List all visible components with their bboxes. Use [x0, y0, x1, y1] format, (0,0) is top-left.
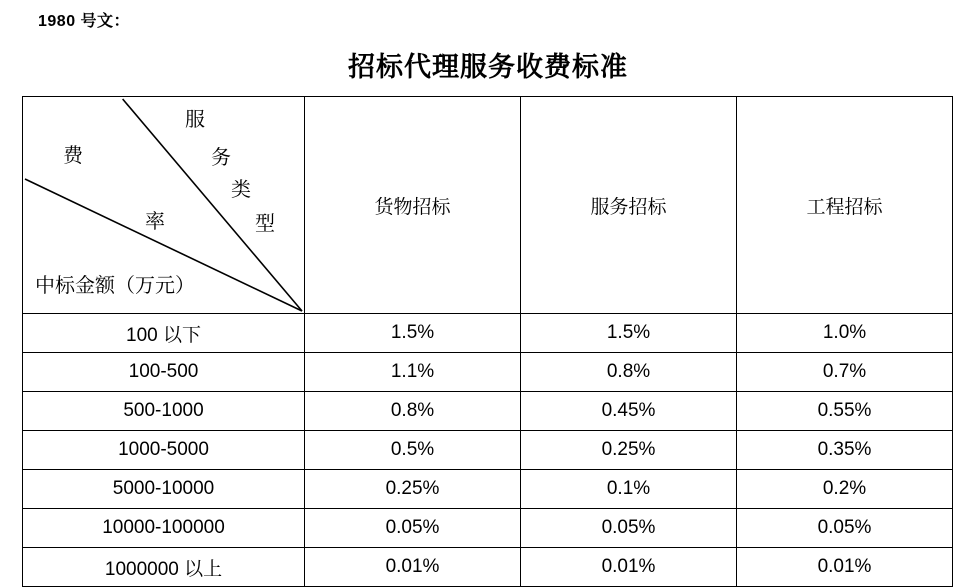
row-value-goods: 0.05%	[305, 509, 521, 548]
row-value-goods: 1.5%	[305, 314, 521, 353]
table-row	[23, 353, 953, 392]
row-value-works: 0.2%	[737, 470, 953, 509]
row-value-services: 0.05%	[521, 509, 737, 548]
row-value-services: 0.25%	[521, 431, 737, 470]
row-label: 100 以下	[23, 314, 305, 353]
table-row	[23, 314, 953, 353]
row-value-services: 0.8%	[521, 353, 737, 392]
row-value-works: 0.7%	[737, 353, 953, 392]
row-value-services: 1.5%	[521, 314, 737, 353]
table-corner-header	[23, 97, 305, 314]
corner-label-rate-char-1: 费	[63, 145, 83, 167]
page-title: 招标代理服务收费标准	[348, 52, 628, 82]
row-label: 10000-100000	[23, 509, 305, 548]
corner-label-service-char-1: 服	[185, 109, 205, 131]
row-value-works: 0.05%	[737, 509, 953, 548]
table-row	[23, 392, 953, 431]
row-value-goods: 1.1%	[305, 353, 521, 392]
row-label: 1000-5000	[23, 431, 305, 470]
column-header-services: 服务招标	[521, 97, 737, 314]
corner-label-service-char-2: 务	[211, 147, 231, 169]
corner-label-row-header: 中标金额（万元）	[35, 275, 195, 297]
fee-standard-table-wrapper	[22, 96, 952, 587]
row-value-works: 0.01%	[737, 548, 953, 587]
row-value-works: 1.0%	[737, 314, 953, 353]
row-label: 500-1000	[23, 392, 305, 431]
row-value-services: 0.45%	[521, 392, 737, 431]
document-reference: 1980 号文：	[38, 13, 131, 30]
table-row	[23, 470, 953, 509]
row-value-goods: 0.01%	[305, 548, 521, 587]
row-value-goods: 0.25%	[305, 470, 521, 509]
column-header-works: 工程招标	[737, 97, 953, 314]
row-value-services: 0.01%	[521, 548, 737, 587]
row-value-works: 0.35%	[737, 431, 953, 470]
row-label: 1000000 以上	[23, 548, 305, 587]
table-header-row	[23, 97, 953, 314]
fee-standard-table	[22, 96, 953, 587]
column-header-goods: 货物招标	[305, 97, 521, 314]
corner-label-rate-char-2: 率	[145, 211, 165, 233]
row-value-goods: 0.8%	[305, 392, 521, 431]
table-row	[23, 509, 953, 548]
row-value-goods: 0.5%	[305, 431, 521, 470]
row-label: 100-500	[23, 353, 305, 392]
row-value-services: 0.1%	[521, 470, 737, 509]
row-value-works: 0.55%	[737, 392, 953, 431]
corner-label-service-char-3: 类	[231, 179, 251, 201]
row-label: 5000-10000	[23, 470, 305, 509]
corner-label-service-char-4: 型	[255, 213, 275, 235]
table-row	[23, 431, 953, 470]
